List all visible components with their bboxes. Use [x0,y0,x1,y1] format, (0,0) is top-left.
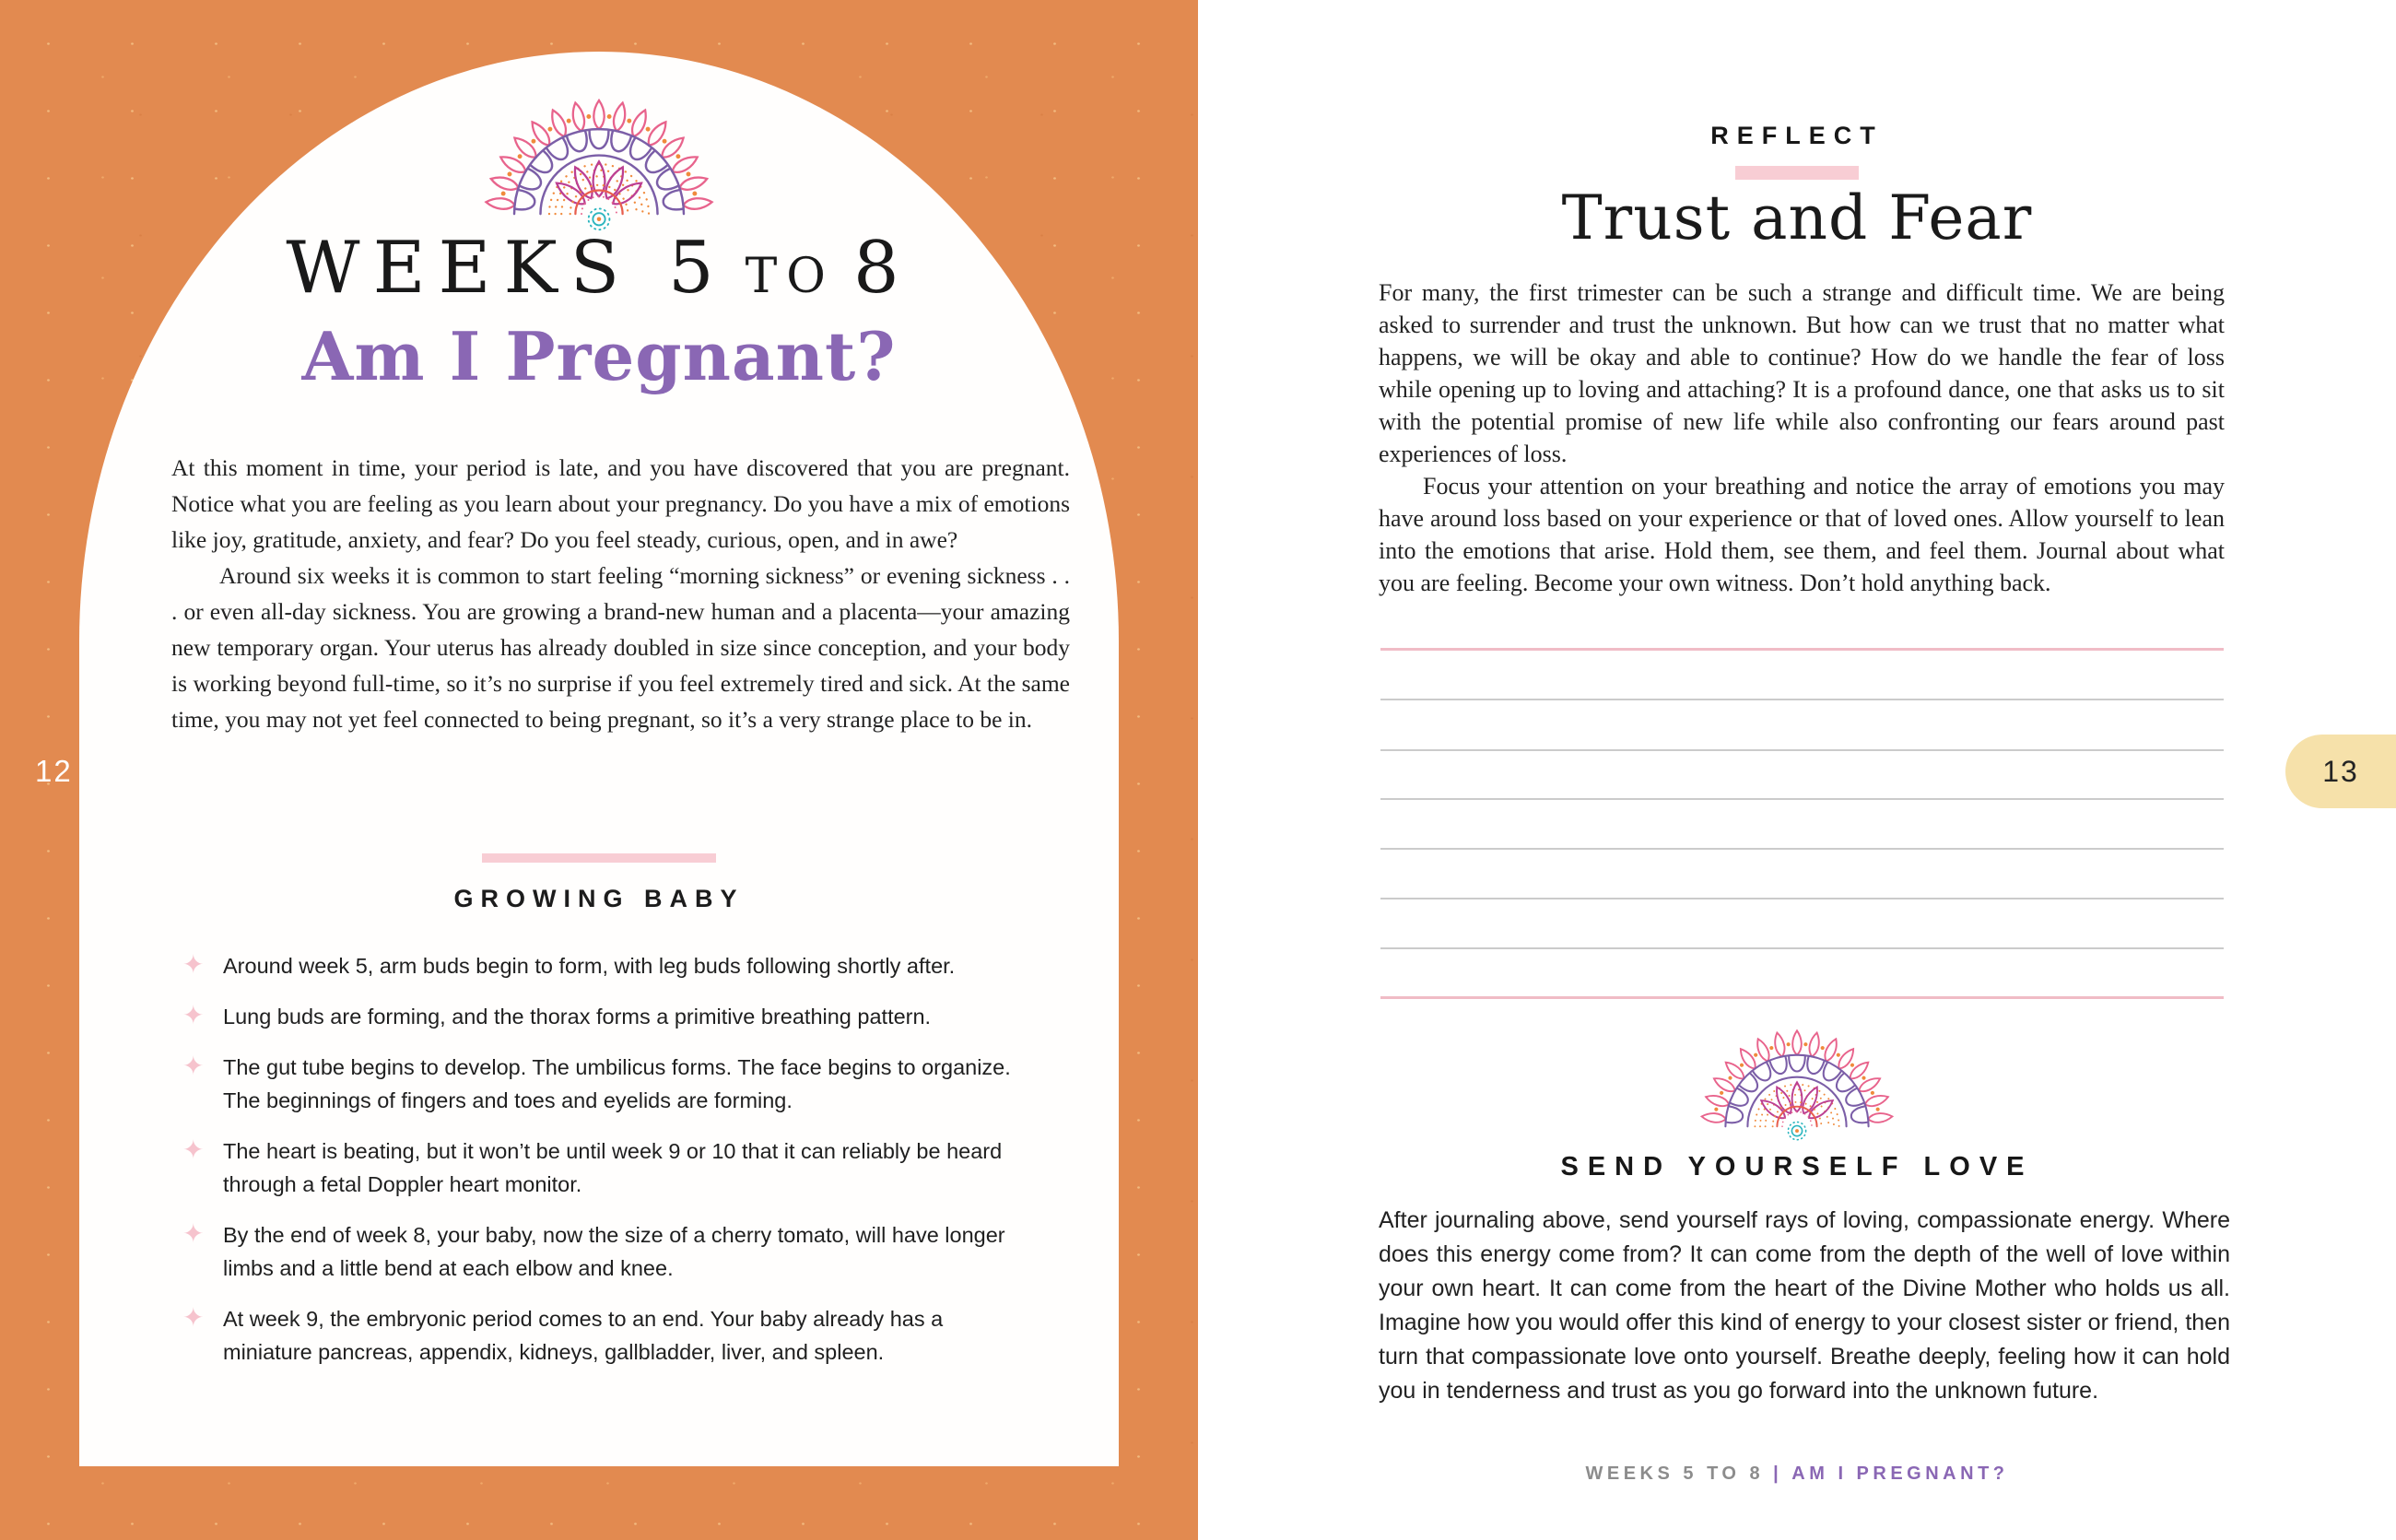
sparkle-bullet-icon: ✦ [182,1219,205,1248]
intro-paragraph: At this moment in time, your period is late, and you have discovered that you are pregnant. Notice what you are feeling as you learn about your pregnancy. Do you have a mix of emotions like joy, gratitude, anxiety, and fear? Do you feel steady, curious, open, and in awe? [171,454,1070,553]
chapter-title-part1: WEEKS 5 [286,227,727,310]
journal-line [1380,898,2224,899]
list-item [182,1134,1021,1201]
journal-line [1380,798,2224,800]
chapter-title-part3: 8 [852,227,912,310]
chapter-title-part2: TO [745,249,835,304]
journal-line [1380,996,2224,999]
list-item-text: The gut tube begins to develop. The umbilicus forms. The face begins to organize. The beginnings of fingers and toes and eyelids are forming. [223,1055,1011,1112]
journal-line [1380,947,2224,949]
journal-lines [1380,648,2224,1002]
journal-line [1380,648,2224,651]
mandala-icon [481,96,717,234]
running-footer [1198,1464,2396,1485]
reflect-paragraph: Focus your attention on your breathing and notice the array of emotions you may have around loss based on your experience or that of loved ones. Allow yourself to lean into the emotions that arise. Hold them, see them, and feel them. Journal about what you are feeling. Become your own witness. Don’t hold anything back. [1379,473,2225,596]
reflect-eyebrow: REFLECT [1710,122,1884,149]
list-item [182,1218,1021,1285]
sparkle-bullet-icon: ✦ [182,950,205,979]
journal-line [1380,749,2224,751]
journal-line [1380,699,2224,700]
list-item-text: Lung buds are forming, and the thorax forms a primitive breathing pattern. [223,1005,932,1029]
sparkle-bullet-icon: ✦ [182,1135,205,1164]
sparkle-bullet-icon: ✦ [182,1001,205,1029]
reflect-underline [1735,166,1859,180]
send-love-paragraph: After journaling above, send yourself rays of loving, compassionate energy. Where does this energy come from? It can come from the depth of the well of love within your own heart. It can come from the heart of the Divine Mother who holds us all. Imagine how you would offer this kind of energy to your closest sister or friend, then turn that compassionate love onto yourself. Breathe deeply, feeling how it can hold you in tenderness and trust as you go forward into the unknown future. [1379,1207,2230,1404]
list-item [182,1051,1021,1117]
reflect-title: Trust and Fear [1561,182,2033,253]
section-divider-bar [482,853,716,863]
list-item [182,949,1021,982]
send-love-heading: SEND YOURSELF LOVE [1560,1152,2034,1181]
chapter-subtitle: Am I Pregnant? [301,317,897,395]
reflect-paragraph: For many, the first trimester can be such a strange and difficult time. We are being asked to surrender and trust the unknown. But how can we trust that no matter what happens, we will be okay and able to continue? How do we handle the fear of loss while opening up to loving and attaching? It is a profound dance, one that asks us to sit with the potential promise of new life while also confronting our fears around past experiences of loss. [1379,279,2225,467]
reflect-text [1379,276,2225,599]
right-page [1198,0,2396,1540]
intro-paragraph: Around six weeks it is common to start feeling “morning sickness” or evening sickness . . . or even all-day sickness. You are growing a brand-new human and a placenta—your amazing new temporary organ. Your uterus has already doubled in size since conception, and your body is working beyond full-time, so it’s no surprise if you feel extremely tired and sick. At the same time, you may not yet feel connected to being pregnant, so it’s a very strange place to be in. [171,562,1070,733]
list-item-text: At week 9, the embryonic period comes to an end. Your baby already has a miniature pancreas, appendix, kidneys, gallbladder, liver, and spleen. [223,1307,944,1364]
list-item-text: Around week 5, arm buds begin to form, with leg buds following shortly after. [223,954,956,978]
sparkle-bullet-icon: ✦ [182,1052,205,1080]
footer-chapter: WEEKS 5 TO 8 [1585,1464,1765,1484]
page-number-tab [2285,735,2396,808]
page-number-left: 12 [35,754,73,788]
chapter-title [0,227,1198,310]
footer-separator: | [1773,1464,1783,1484]
journal-line [1380,848,2224,850]
growing-baby-heading: GROWING BABY [453,885,745,912]
page-number-right: 13 [2322,754,2359,788]
growing-baby-list [182,949,1021,1369]
list-item-text: The heart is beating, but it won’t be until week 9 or 10 that it can reliably be heard through a fetal Doppler heart monitor. [223,1139,1003,1196]
list-item [182,1000,1021,1033]
footer-section: AM I PREGNANT? [1791,1464,2009,1484]
list-item [182,1302,1021,1369]
mandala-icon [1697,1027,1897,1144]
intro-text [171,450,1070,737]
sparkle-bullet-icon: ✦ [182,1303,205,1332]
list-item-text: By the end of week 8, your baby, now the size of a cherry tomato, will have longer limbs and a little bend at each elbow and knee. [223,1223,1005,1280]
